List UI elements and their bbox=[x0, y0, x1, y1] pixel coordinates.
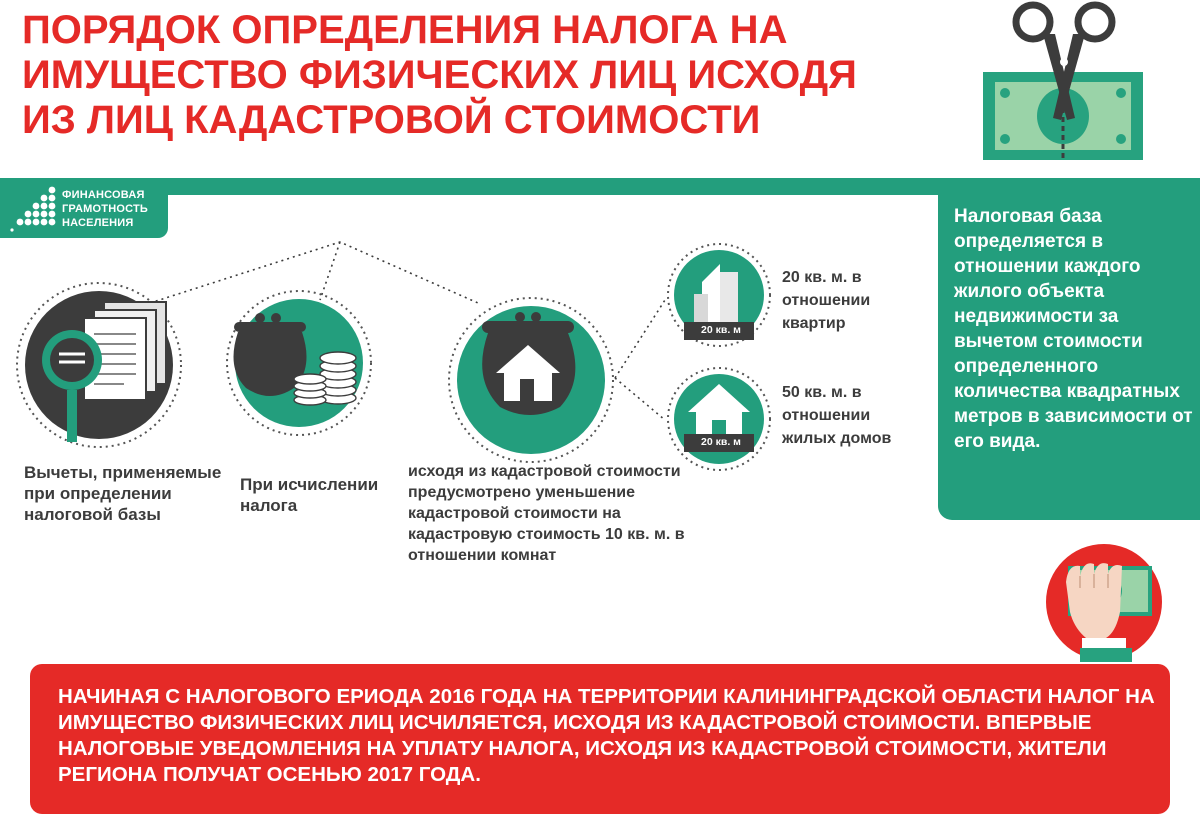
brand-line-2: ГРАМОТНОСТЬ bbox=[62, 203, 148, 215]
deductions-caption: Вычеты, применяемые при определении налоговой базы bbox=[24, 463, 222, 524]
brand-line-1: ФИНАНСОВАЯ bbox=[62, 189, 145, 201]
notice-text: НАЧИНАЯ С НАЛОГОВОГО ЕРИОДА 2016 ГОДА НА ТЕРРИТОРИИ КАЛИНИНГРАДСКОЙ ОБЛАСТИ НАЛОГ НА ИМУЩЕСТВО ФИЗИЧЕСКИХ ЛИЦ ИСЧИЛЯЕТСЯ, ИСХОДЯ ИЗ КАДАСТРОВОЙ СТОИМОСТИ. ВПЕРВЫЕ НАЛОГОВЫЕ УВЕДОМЛЕНИЯ НА УПЛАТУ НАЛОГА, ИСХОДЯ ИЗ КАДАСТРОВОЙ СТОИМОСТИ, ЖИТЕЛИ РЕГИОНА ПОЛУЧАТ ОСЕНЬЮ 2017 ГОДА. bbox=[58, 685, 1155, 786]
brand-dots-icon bbox=[6, 186, 58, 232]
houses-area-badge: 20 кв. м bbox=[701, 436, 741, 448]
tax-base-info-box bbox=[938, 190, 1200, 520]
page-title bbox=[22, 8, 962, 143]
title-line-2: ИМУЩЕСТВО ФИЗИЧЕСКИХ ЛИЦ ИСХОДЯ bbox=[22, 53, 857, 97]
apartments-caption: 20 кв. м. в отношении квартир bbox=[782, 269, 871, 332]
apartments-area-badge: 20 кв. м bbox=[701, 324, 741, 336]
apartments-circle bbox=[666, 242, 772, 348]
brand-logo bbox=[0, 178, 168, 238]
tax-base-info-text: Налоговая база определяется в отношении каждого жилого объекта недвижимости за вычетом стоимости определенного количества квадратных метров в зависимости от его вида. bbox=[954, 206, 1193, 452]
cadastral-caption: исходя из кадастровой стоимости предусмотрено уменьшение кадастровой стоимости на кадастровую стоимость 10 кв. м. в отношении комнат bbox=[408, 463, 685, 564]
brand-line-3: НАСЕЛЕНИЯ bbox=[62, 217, 134, 229]
title-line-1: ПОРЯДОК ОПРЕДЕЛЕНИЯ НАЛОГА НА bbox=[22, 8, 788, 52]
hand-money-icon bbox=[1040, 542, 1168, 672]
calculation-circle bbox=[224, 288, 374, 438]
houses-caption: 50 кв. м. в отношении жилых домов bbox=[782, 384, 892, 447]
brand-name bbox=[62, 188, 148, 230]
scissors-money-icon bbox=[975, 0, 1155, 165]
deductions-circle bbox=[14, 280, 184, 450]
cadastral-circle bbox=[446, 295, 616, 465]
notice-panel bbox=[30, 664, 1170, 814]
calculation-caption: При исчислении налога bbox=[240, 475, 379, 515]
title-line-3: ИЗ ЛИЦ КАДАСТРОВОЙ СТОИМОСТИ bbox=[22, 98, 761, 142]
houses-circle bbox=[666, 366, 772, 472]
